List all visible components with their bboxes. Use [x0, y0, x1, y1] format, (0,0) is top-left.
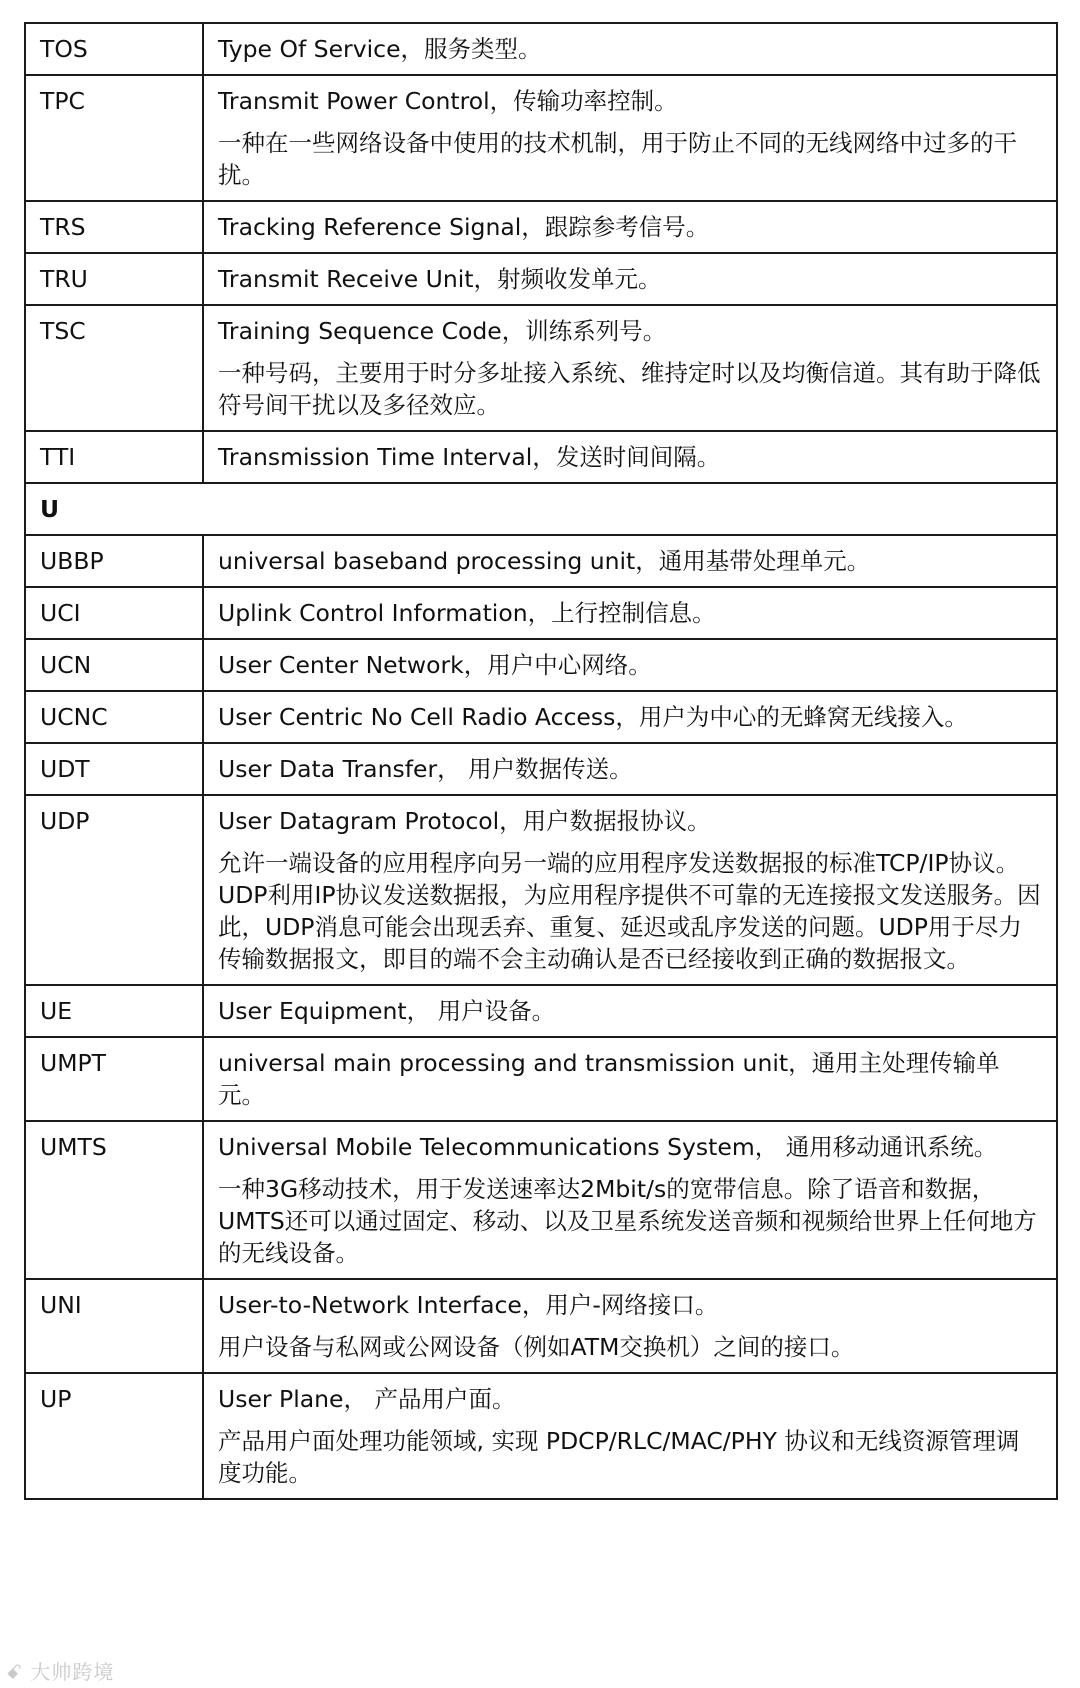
term-definition: [203, 1037, 1057, 1121]
term-abbreviation: UE: [25, 985, 203, 1037]
term-abbreviation: UMPT: [25, 1037, 203, 1121]
definition-description: 允许一端设备的应用程序向另一端的应用程序发送数据报的标准TCP/IP协议。UDP利用IP协议发送数据报，为应用程序提供不可靠的无连接报文发送服务。因此，UDP消息可能会出现丢弃、重复、延迟或乱序发送的问题。UDP用于尽力传输数据报文，即目的端不会主动确认是否已经接收到正确的数据报文。: [218, 849, 1041, 973]
table-row: [25, 253, 1057, 305]
term-abbreviation: TRS: [25, 201, 203, 253]
table-row: [25, 1037, 1057, 1121]
definition-expansion: Transmission Time Interval，发送时间间隔。: [218, 443, 721, 471]
term-abbreviation: TPC: [25, 75, 203, 201]
definition-expansion: Universal Mobile Telecommunications System， 通用移动通讯系统。: [218, 1133, 998, 1161]
term-definition: [203, 795, 1057, 985]
term-definition: [203, 253, 1057, 305]
watermark-logo: [6, 1656, 114, 1685]
definition-expansion: universal baseband processing unit，通用基带处理单元。: [218, 547, 871, 575]
term-definition: [203, 535, 1057, 587]
table-row: [25, 1373, 1057, 1499]
term-abbreviation: UDP: [25, 795, 203, 985]
definition-expansion: Training Sequence Code，训练系列号。: [218, 317, 667, 345]
term-abbreviation: UNI: [25, 1279, 203, 1373]
definition-expansion: User Datagram Protocol，用户数据报协议。: [218, 807, 711, 835]
term-definition: [203, 201, 1057, 253]
table-row: [25, 1279, 1057, 1373]
term-definition: [203, 691, 1057, 743]
term-definition: [203, 75, 1057, 201]
definition-description: 一种在一些网络设备中使用的技术机制，用于防止不同的无线网络中过多的干扰。: [218, 129, 1017, 189]
glossary-table: [24, 22, 1058, 1500]
term-definition: [203, 587, 1057, 639]
term-abbreviation: UCN: [25, 639, 203, 691]
term-abbreviation: UCNC: [25, 691, 203, 743]
term-abbreviation: TTI: [25, 431, 203, 483]
definition-description: 一种号码，主要用于时分多址接入系统、维持定时以及均衡信道。其有助于降低符号间干扰以及多径效应。: [218, 359, 1041, 419]
table-row: [25, 201, 1057, 253]
term-definition: [203, 1373, 1057, 1499]
term-definition: [203, 431, 1057, 483]
table-row: [25, 535, 1057, 587]
definition-description: 产品用户面处理功能领域, 实现 PDCP/RLC/MAC/PHY 协议和无线资源管理调度功能。: [218, 1427, 1020, 1487]
definition-expansion: User Center Network，用户中心网络。: [218, 651, 652, 679]
section-row: [25, 483, 1057, 535]
table-row: [25, 691, 1057, 743]
term-definition: [203, 23, 1057, 75]
table-row: [25, 431, 1057, 483]
glossary-body: [25, 23, 1057, 1499]
definition-expansion: User Equipment， 用户设备。: [218, 997, 556, 1025]
term-definition: [203, 743, 1057, 795]
term-definition: [203, 639, 1057, 691]
table-row: [25, 985, 1057, 1037]
table-row: [25, 795, 1057, 985]
term-abbreviation: TSC: [25, 305, 203, 431]
term-abbreviation: UDT: [25, 743, 203, 795]
table-row: [25, 639, 1057, 691]
term-abbreviation: TRU: [25, 253, 203, 305]
definition-expansion: User Centric No Cell Radio Access，用户为中心的无蜂窝无线接入。: [218, 703, 968, 731]
term-abbreviation: UP: [25, 1373, 203, 1499]
definition-expansion: universal main processing and transmission unit，通用主处理传输单元。: [218, 1049, 1000, 1109]
table-row: [25, 743, 1057, 795]
definition-expansion: Tracking Reference Signal，跟踪参考信号。: [218, 213, 710, 241]
term-definition: [203, 305, 1057, 431]
term-definition: [203, 1121, 1057, 1279]
definition-description: 一种3G移动技术，用于发送速率达2Mbit/s的宽带信息。除了语音和数据，UMTS还可以通过固定、移动、以及卫星系统发送音频和视频给世界上任何地方的无线设备。: [218, 1175, 1037, 1267]
table-row: [25, 75, 1057, 201]
definition-expansion: Transmit Power Control，传输功率控制。: [218, 87, 678, 115]
table-row: [25, 23, 1057, 75]
term-abbreviation: UCI: [25, 587, 203, 639]
definition-expansion: User-to-Network Interface，用户-网络接口。: [218, 1291, 719, 1319]
definition-expansion: User Plane， 产品用户面。: [218, 1385, 516, 1413]
term-abbreviation: UMTS: [25, 1121, 203, 1279]
section-heading: U: [25, 483, 1057, 535]
table-row: [25, 1121, 1057, 1279]
definition-expansion: Transmit Receive Unit，射频收发单元。: [218, 265, 662, 293]
term-abbreviation: UBBP: [25, 535, 203, 587]
term-definition: [203, 1279, 1057, 1373]
watermark-text: 大帅跨境: [30, 1660, 115, 1684]
watermark-icon: ꗃ: [6, 1660, 31, 1684]
term-definition: [203, 985, 1057, 1037]
table-row: [25, 305, 1057, 431]
definition-expansion: Uplink Control Information，上行控制信息。: [218, 599, 716, 627]
table-row: [25, 587, 1057, 639]
definition-expansion: Type Of Service，服务类型。: [218, 35, 542, 63]
term-abbreviation: TOS: [25, 23, 203, 75]
definition-description: 用户设备与私网或公网设备（例如ATM交换机）之间的接口。: [218, 1333, 855, 1361]
definition-expansion: User Data Transfer， 用户数据传送。: [218, 755, 633, 783]
